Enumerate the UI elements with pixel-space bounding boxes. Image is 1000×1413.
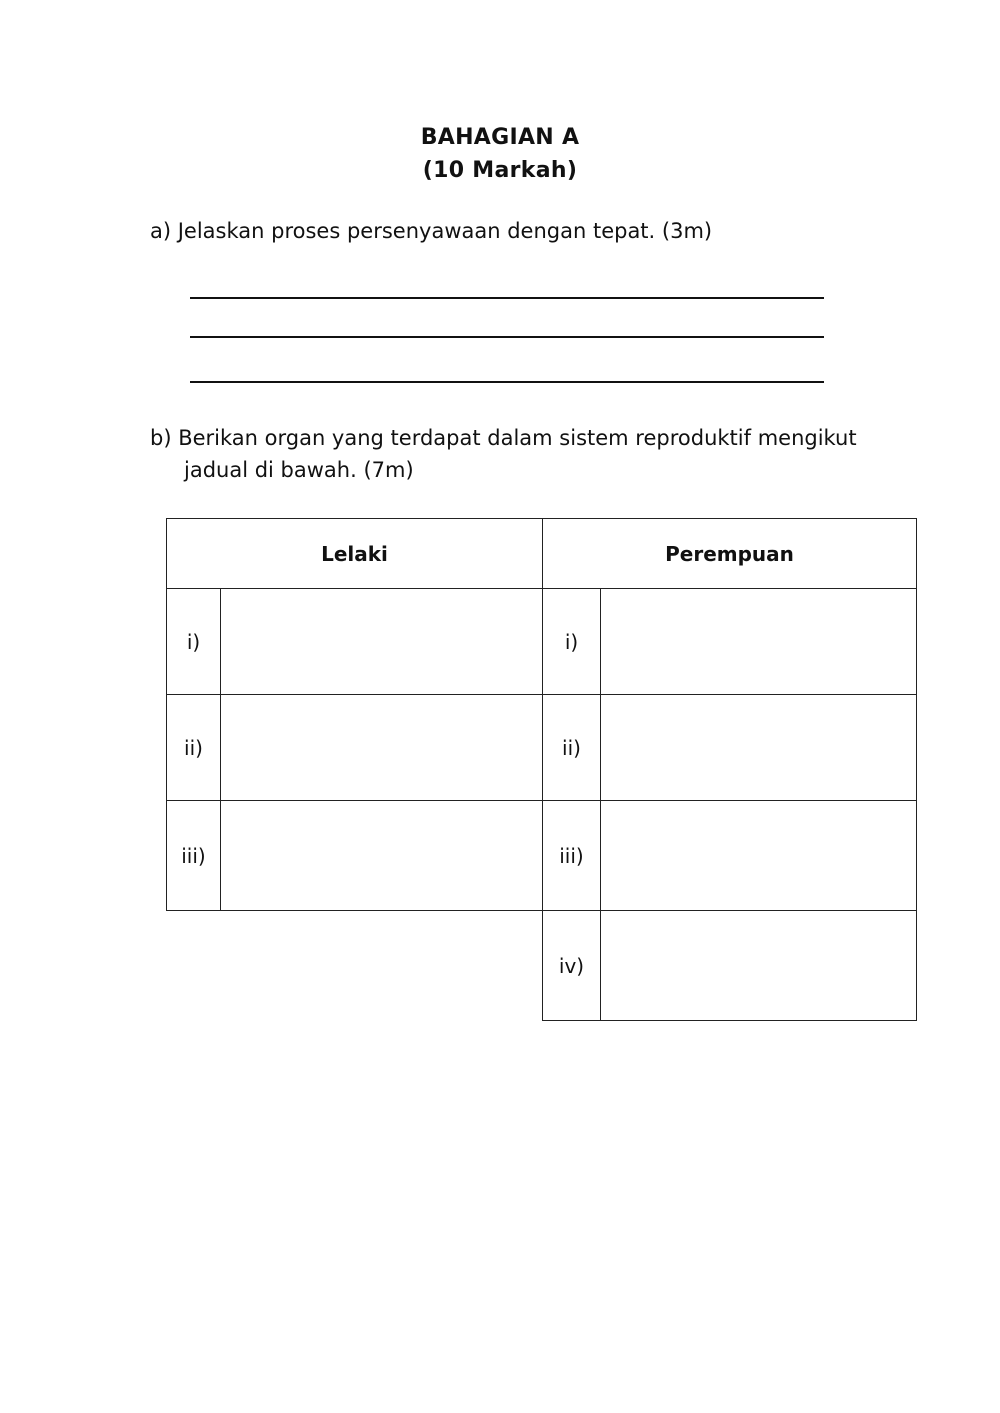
male-answer-cell-2[interactable] (220, 694, 543, 801)
table-header-male (166, 518, 543, 589)
male-row-number: i) (166, 588, 221, 695)
female-answer-cell-3[interactable] (600, 800, 917, 911)
answer-line-2[interactable] (190, 336, 824, 338)
male-row-number: iii) (166, 800, 221, 911)
female-header-label: Perempuan (665, 541, 794, 566)
female-answer-cell-4[interactable] (600, 910, 917, 1021)
male-answer-cell-1[interactable] (220, 588, 543, 695)
question-b-line2: jadual di bawah. (7m) (184, 458, 414, 482)
female-row-number: i) (542, 588, 601, 695)
male-header-label: Lelaki (321, 541, 388, 566)
female-row-number: iii) (542, 800, 601, 911)
answer-line-3[interactable] (190, 381, 824, 383)
table-header-female (542, 518, 917, 589)
female-answer-cell-2[interactable] (600, 694, 917, 801)
male-answer-cell-3[interactable] (220, 800, 543, 911)
section-title: BAHAGIAN A (420, 125, 580, 150)
female-row-number: iv) (542, 910, 601, 1021)
question-b-line1: b) Berikan organ yang terdapat dalam sistem reproduktif mengikut (150, 426, 857, 450)
question-a-text: a) Jelaskan proses persenyawaan dengan tepat. (3m) (150, 219, 713, 243)
female-row-number: ii) (542, 694, 601, 801)
answer-line-1[interactable] (190, 297, 824, 299)
male-row-number: ii) (166, 694, 221, 801)
section-marks: (10 Markah) (422, 158, 578, 183)
female-answer-cell-1[interactable] (600, 588, 917, 695)
